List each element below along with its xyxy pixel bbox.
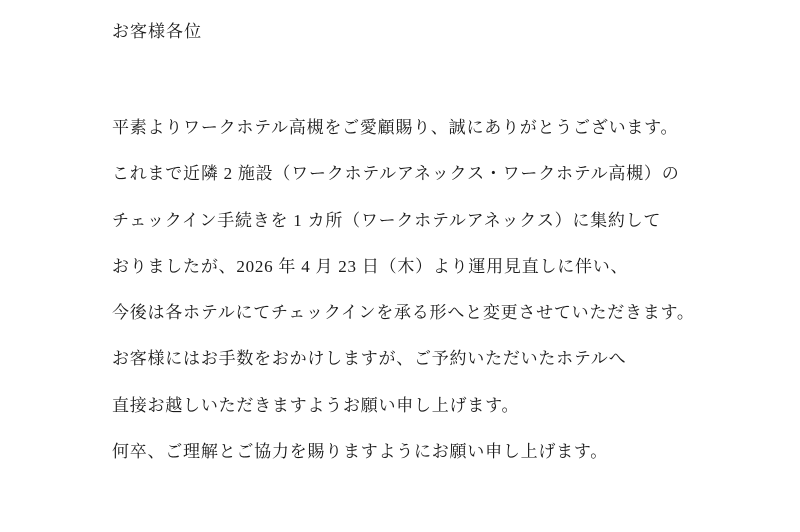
document-body xyxy=(112,0,712,475)
notice-line: お客様にはお手数をおかけしますが、ご予約いただいたホテルへ xyxy=(112,349,627,369)
salutation: お客様各位 xyxy=(112,22,203,41)
notice-line: おりましたが、2026 年 4 月 23 日（木）より運用見直しに伴い、 xyxy=(112,256,629,276)
notice-line: 直接お越しいただきますようお願い申し上げます。 xyxy=(112,395,520,415)
notice-line: 平素よりワークホテル高槻をご愛顧賜り、誠にありがとうございます。 xyxy=(112,118,679,138)
notice-line: チェックイン手続きを 1 カ所（ワークホテルアネックス）に集約して xyxy=(112,210,662,230)
notice-line: 何卒、ご理解とご協力を賜りますようにお願い申し上げます。 xyxy=(112,441,609,461)
notice-line: 今後は各ホテルにてチェックインを承る形へと変更させていただきます。 xyxy=(112,303,695,323)
notice-paragraphs xyxy=(112,105,712,475)
notice-line: これまで近隣 2 施設（ワークホテルアネックス・ワークホテル高槻）の xyxy=(112,164,680,184)
